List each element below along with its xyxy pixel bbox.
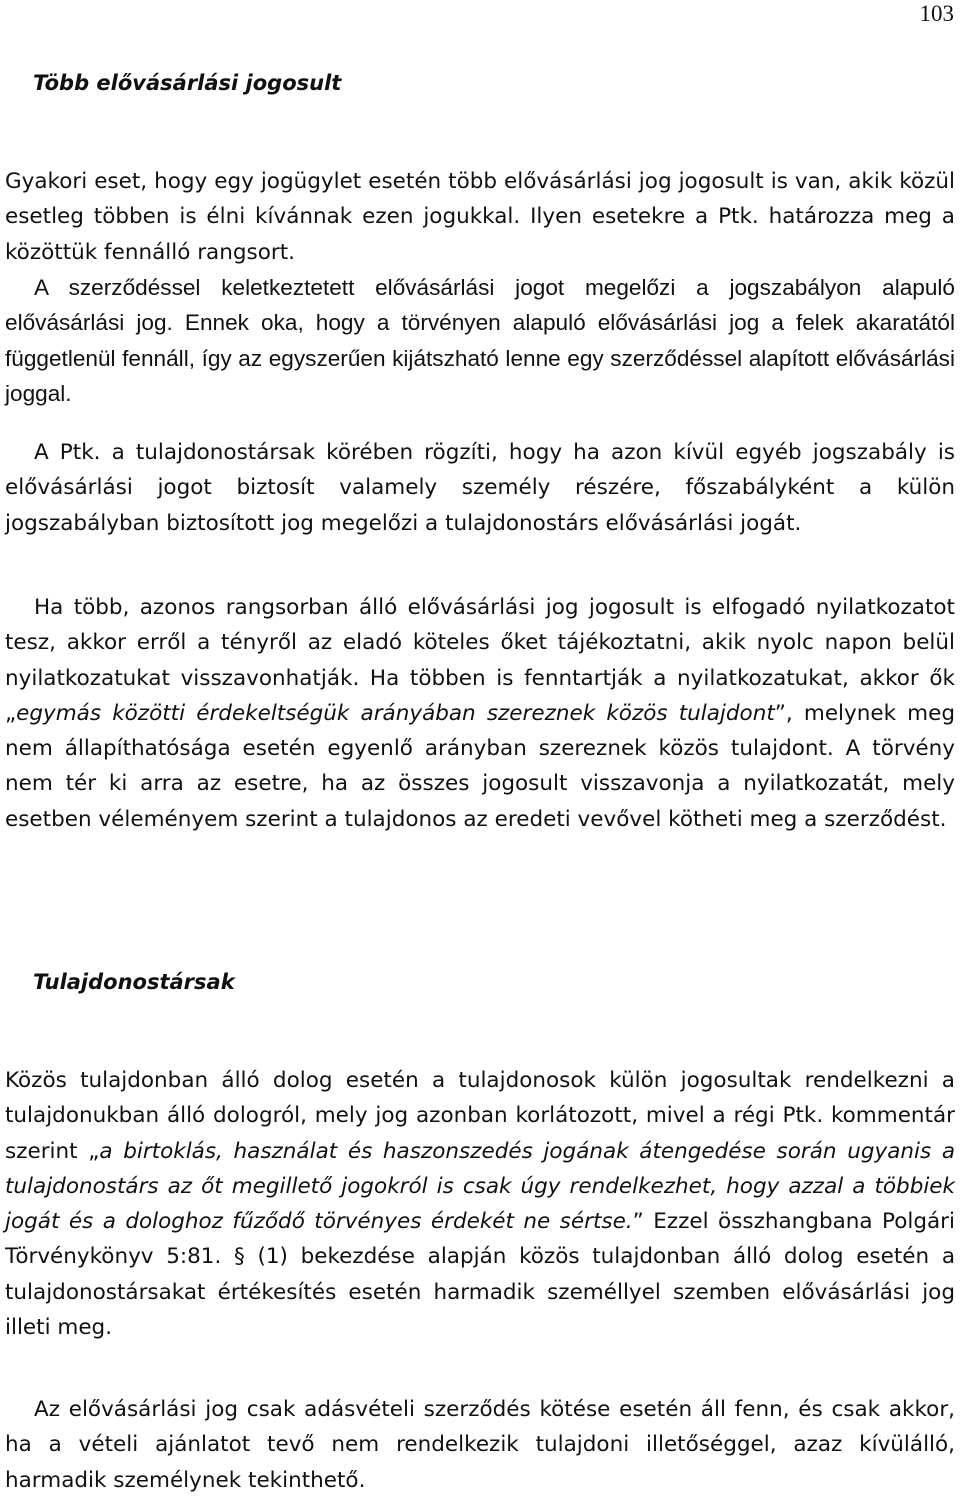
page-number: 103 <box>919 1 954 26</box>
quoted-italic-text: a birtoklás, használat és haszonszedés jogának átengedése során ugyanis a tulajdonostárs az őt megillető jogokról is csak úgy rendelkezhet, hogy azzal a többiek jogát és a dologhoz fűződő törvényes érdekét ne sértse. <box>5 1138 955 1235</box>
paragraph-intro: Gyakori eset, hogy egy jogügylet esetén több elővásárlási jog jogosult is van, akik közül esetleg többen is élni kívánnak ezen jogukkal. Ilyen esetekre a Ptk. határozza meg a közöttük fennálló rangsort. <box>5 169 955 265</box>
quoted-italic-text: egymás közötti érdekeltségük arányában szereznek közös tulajdont <box>16 700 775 726</box>
paragraph-text: Ha több, azonos rangsorban álló elővásárlási jog jogosult is elfogadó nyilatkozatot tesz, akkor erről a tényről az eladó köteles őket tájékoztatni, akik nyolc napon belül nyilatkozatukat visszavonhatják. Ha többen is fenntartják a nyilatkozatukat, akkor ők „ <box>5 595 955 726</box>
paragraph-text: ”, melynek meg nem állapíthatósága esetén egyenlő arányban szereznek közös tulajdont. A törvény nem tér ki arra az esetre, ha az összes jogosult visszavonja a nyilatkozatát, mely esetben véleményem szerint a tulajdonos az eredeti vevővel kötheti meg a szerződést. <box>5 700 956 832</box>
paragraph-adasveteli-szerzodes: Az elővásárlási jog csak adásvételi szerződés kötése esetén áll fenn, és csak akkor, ha a vételi ajánlatot tevő nem rendelkezik tulajdoni illetőséggel, azaz kívülálló, harmadik személynek tekinthető. <box>5 1397 955 1493</box>
paragraph-text: ” Ezzel összhangbana Polgári Törvénykönyv 5:81. § (1) bekezdése alapján közös tulajdonban álló dolog esetén a tulajdonostársakat értékesítés esetén harmadik személlyel szemben elővásárlási jog illeti meg. <box>5 1209 955 1341</box>
paragraph-azonos-rangsor <box>5 590 955 837</box>
paragraph-text: Közös tulajdonban álló dolog esetén a tulajdonosok külön jogosultak rendelkezni a tulajdonukban álló dologról, mely jog azonban korlátozott, mivel a régi Ptk. kommentár szerint „ <box>5 1068 955 1164</box>
section-heading-elovasarlasi-jogosult: Több elővásárlási jogosult <box>33 71 342 95</box>
paragraph-tulajdonostarsak-korebe: A Ptk. a tulajdonostársak körében rögzíti, hogy ha azon kívül egyéb jogszabály is elővásárlási jogot biztosít valamely személy részére, főszabályként a külön jogszabályban biztosított jog megelőzi a tulajdonostárs elővásárlási jogát. <box>5 440 955 536</box>
section-heading-tulajdonostarsak: Tulajdonostársak <box>33 970 235 994</box>
paragraph-rangsor: A szerződéssel keletkeztetett elővásárlási jogot megelőzi a jogszabályon alapuló elővásárlási jog. Ennek oka, hogy a törvényen alapuló elővásárlási jog a felek akaratától függetlenül fennáll, így az egyszerűen kijátszható lenne egy szerződéssel alapított elővásárlási joggal. <box>5 275 955 406</box>
paragraph-kozos-tulajdon <box>5 1063 955 1345</box>
